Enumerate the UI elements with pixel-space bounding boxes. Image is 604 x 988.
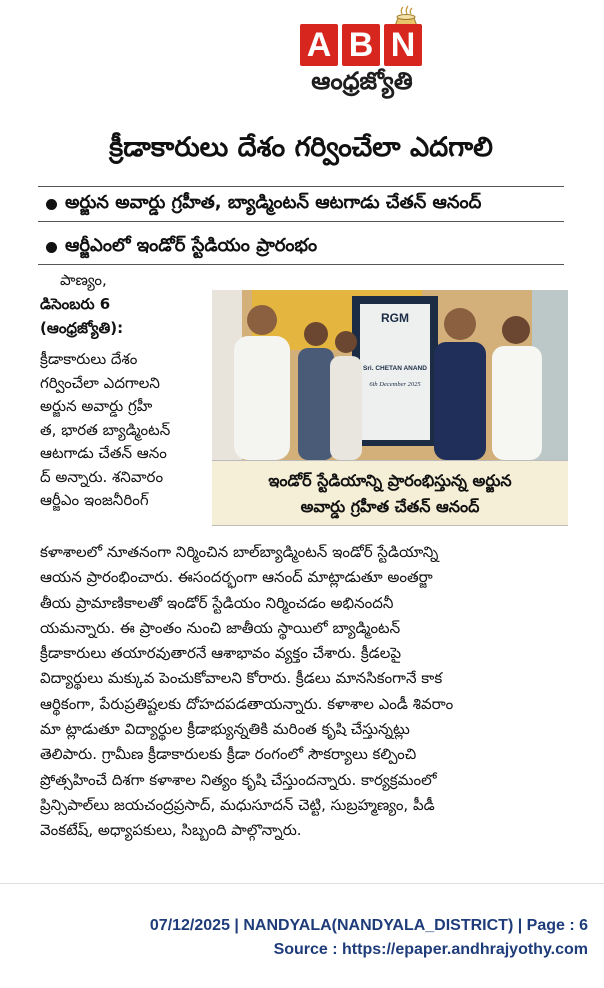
footer-divider bbox=[0, 883, 604, 884]
plaque-title: RGM bbox=[381, 311, 409, 325]
abn-logo bbox=[300, 24, 422, 66]
article-body bbox=[40, 540, 570, 844]
dateline bbox=[40, 268, 210, 340]
body-line: తెలిపారు. గ్రామీణ క్రీడాకారులకు క్రీడా రంగంలో సౌకర్యాలు కల్పించి bbox=[40, 745, 417, 764]
subhead-text: ఆర్జీఎంలో ఇండోర్ స్టేడియం ప్రారంభం bbox=[65, 234, 318, 256]
article-headline: క్రీడాకారులు దేశం గర్వించేలా ఎదగాలి bbox=[109, 132, 493, 163]
bullet-icon bbox=[46, 242, 57, 253]
caption-line: ఇండోర్ స్టేడియాన్ని ప్రారంభిస్తున్న అర్జున bbox=[268, 471, 512, 490]
photo-illustration bbox=[212, 290, 568, 460]
subhead-2 bbox=[38, 230, 564, 265]
lead-line: త, భారత బ్యాడ్మింటన్ bbox=[40, 420, 171, 439]
subhead-text: అర్జున అవార్డు గ్రహీత, బ్యాడ్మింటన్ ఆటగాడు చేతన్ ఆనంద్ bbox=[65, 191, 482, 213]
news-photo bbox=[212, 290, 568, 460]
body-line: తీయ ప్రామాణికాలతో ఇండోర్ స్టేడియం నిర్మించడం అభినందనీ bbox=[40, 593, 394, 612]
body-line: ఆర్థికంగా, పేరుప్రతిష్టలకు దోహదపడతాయన్నారు. కళాశాల ఎండీ శివరాం bbox=[40, 694, 454, 713]
caption-line: అవార్డు గ్రహీత చేతన్ ఆనంద్ bbox=[300, 497, 480, 516]
headline-block bbox=[38, 126, 564, 172]
photo-caption bbox=[212, 460, 568, 526]
logo-subtitle: ఆంధ్రజ్యోతి bbox=[311, 67, 413, 95]
body-line: కళాశాలలో నూతనంగా నిర్మించిన బాల్‌బ్యాడ్మింటన్ ఇండోర్ స్టేడియాన్ని bbox=[40, 543, 439, 561]
masthead bbox=[0, 0, 604, 110]
lead-line: ఆటగాడు చేతన్ ఆనం bbox=[40, 444, 167, 462]
bullet-icon bbox=[46, 199, 57, 210]
body-line: మా ట్లాడుతూ విద్యార్థుల క్రీడాభ్యున్నతికి మరింత కృషి చేస్తున్నట్లు bbox=[40, 720, 410, 739]
body-line: ఆయన ప్రారంభించారు. ఈసందర్భంగా ఆనంద్ మాట్లాడుతూ అంతర్జా bbox=[40, 568, 433, 587]
plaque-date: 6th December 2025 bbox=[369, 381, 421, 388]
body-line: క్రీడాకారులు తయారవుతారనే ఆశాభావం వ్యక్తం చేశారు. క్రీడలపై bbox=[40, 644, 402, 663]
body-line: వెంకటేష్, అధ్యాపకులు, సిబ్బంది పాల్గొన్నారు. bbox=[40, 821, 302, 840]
dateline-line: పాణ్యం, bbox=[60, 271, 107, 289]
plaque-name: Sri. CHETAN ANAND bbox=[363, 365, 427, 372]
body-line: విద్యార్థులు మక్కువ పెంచుకోవాలని కోరారు. క్రీడలు మానసికంగానే కాక bbox=[40, 669, 443, 688]
subhead-1 bbox=[38, 186, 564, 222]
dateline-line: (ఆంధ్రజ్యోతి): bbox=[40, 319, 124, 337]
body-line: ప్రోత్సహించే దిశగా కళాశాల నిత్యం కృషి చేస్తుందన్నారు. కార్యక్రమంలో bbox=[40, 770, 437, 789]
lead-line: ద్ అన్నారు. శనివారం bbox=[40, 467, 164, 486]
lead-line: అర్జున అవార్డు గ్రహీ bbox=[40, 397, 153, 415]
body-line: యమన్నారు. ఈ ప్రాంతం నుంచి జాతీయ స్థాయిలో బ్యాడ్మింటన్ bbox=[40, 618, 401, 637]
logo-letter-a: A bbox=[300, 24, 338, 66]
body-line: ప్రిన్సిపాల్‌లు జయచంద్రప్రసాద్, మధుసూదన్ చెట్టి, సుబ్రహ్మణ్యం, పీడీ bbox=[40, 795, 435, 814]
lead-paragraph bbox=[40, 348, 210, 513]
lead-line: క్రీడాకారులు దేశం bbox=[40, 350, 138, 368]
edition-info: 07/12/2025 | NANDYALA(NANDYALA_DISTRICT) | Page : 6 bbox=[149, 917, 588, 934]
lead-line: గర్వించేలా ఎదగాలని bbox=[40, 373, 160, 392]
dateline-line: డిసెంబరు 6 bbox=[40, 295, 111, 313]
source-link[interactable]: Source : https://epaper.andhrajyothy.com bbox=[273, 941, 588, 958]
logo-letter-n: N bbox=[384, 24, 422, 66]
footer bbox=[28, 914, 588, 962]
lead-line: ఆర్జీఎం ఇంజనీరింగ్ bbox=[40, 491, 149, 509]
logo-letter-b: B bbox=[342, 24, 380, 66]
